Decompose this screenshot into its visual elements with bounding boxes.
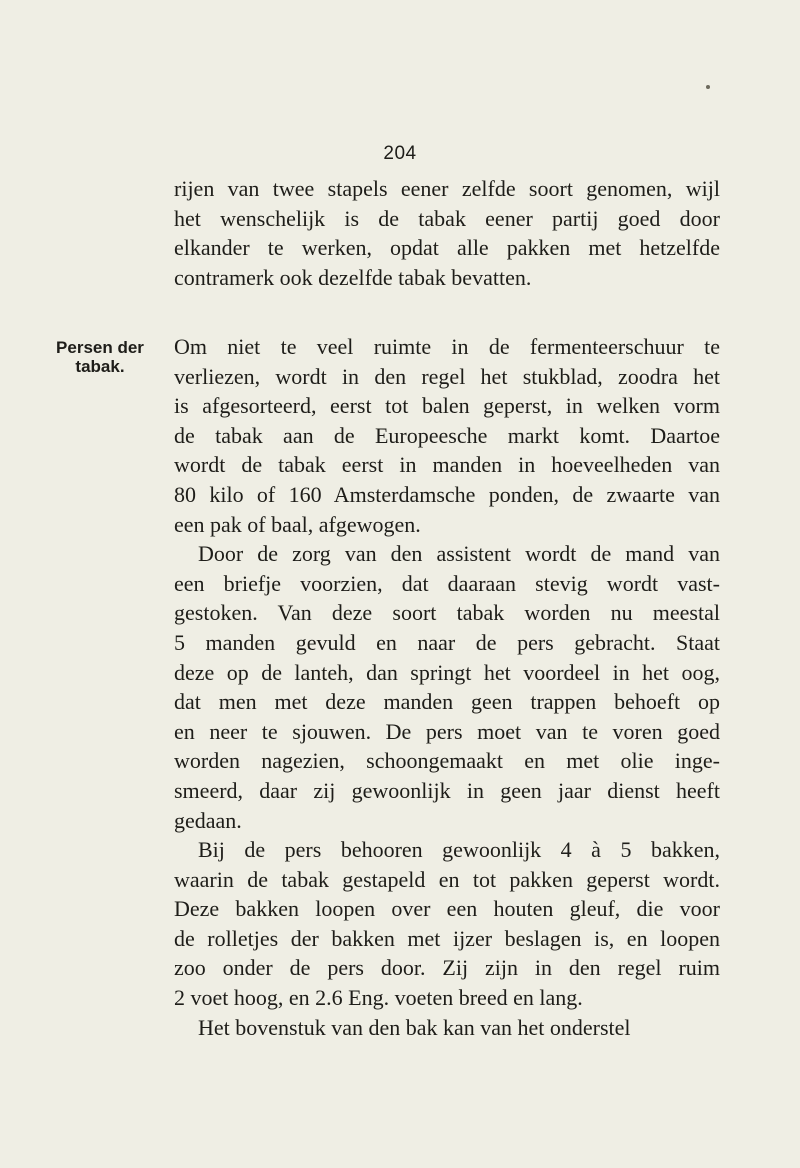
paragraph	[174, 539, 720, 835]
text-line: verliezen, wordt in den regel het stukblad, zoodra het	[174, 363, 720, 389]
text-line: Bij de pers behooren gewoonlijk 4 à 5 bakken,	[198, 837, 720, 863]
text-line: rijen van twee stapels eener zelfde soort genomen, wijl	[174, 176, 720, 201]
text-line: Deze bakken loopen over een houten gleuf, die voor	[174, 896, 720, 922]
margin-note	[40, 338, 160, 376]
text-line: 80 kilo of 160 Amsterdamsche ponden, de zwaarte van	[174, 481, 720, 507]
text-line: wordt de tabak eerst in manden in hoeveelheden van	[174, 452, 720, 478]
text-line: het wenschelijk is de tabak eener partij goed door	[174, 205, 720, 231]
text-line: en neer te sjouwen. De pers moet van te voren goed	[174, 718, 720, 744]
text-line: gestoken. Van deze soort tabak worden nu meestal	[174, 600, 720, 626]
paragraph	[174, 1013, 720, 1043]
text-line: worden nagezien, schoongemaakt en met olie inge-	[174, 748, 720, 774]
text-line: een briefje voorzien, dat daaraan stevig wordt vast-	[174, 570, 720, 596]
text-line: 5 manden gevuld en naar de pers gebracht. Staat	[174, 629, 720, 655]
text-line: een pak of baal, afgewogen.	[174, 511, 421, 537]
text-line: zoo onder de pers door. Zij zijn in den regel ruim	[174, 955, 720, 981]
text-line: 2 voet hoog, en 2.6 Eng. voeten breed en lang.	[174, 985, 583, 1011]
paragraph-continuation	[174, 174, 720, 292]
text-line: de tabak aan de Europeesche markt komt. Daartoe	[174, 422, 720, 448]
text-line: elkander te werken, opdat alle pakken met hetzelfde	[174, 235, 720, 261]
text-line: gedaan.	[174, 807, 242, 833]
text-line: is afgesorteerd, eerst tot balen geperst, in welken vorm	[174, 393, 720, 419]
text-line: deze op de lanteh, dan springt het voordeel in het oog,	[174, 659, 720, 685]
ink-dot	[706, 85, 710, 89]
text-line: smeerd, daar zij gewoonlijk in geen jaar dienst heeft	[174, 777, 720, 803]
paragraph	[174, 835, 720, 1013]
text-line: contramerk ook dezelfde tabak bevatten.	[174, 264, 532, 290]
margin-note-line: tabak.	[75, 357, 125, 376]
text-line: waarin de tabak gestapeld en tot pakken geperst wordt.	[174, 866, 720, 892]
text-line: dat men met deze manden geen trappen behoeft op	[174, 689, 720, 715]
body-text	[174, 332, 720, 1042]
text-line: de rolletjes der bakken met ijzer beslagen is, en loopen	[174, 925, 720, 951]
paragraph	[174, 332, 720, 539]
text-line: Het bovenstuk van den bak kan van het onderstel	[198, 1014, 631, 1040]
page-number: 204	[383, 143, 417, 164]
margin-note-line: Persen der	[56, 338, 144, 357]
text-line: Door de zorg van den assistent wordt de mand van	[198, 541, 720, 567]
text-line: Om niet te veel ruimte in de fermenteerschuur te	[174, 334, 720, 359]
